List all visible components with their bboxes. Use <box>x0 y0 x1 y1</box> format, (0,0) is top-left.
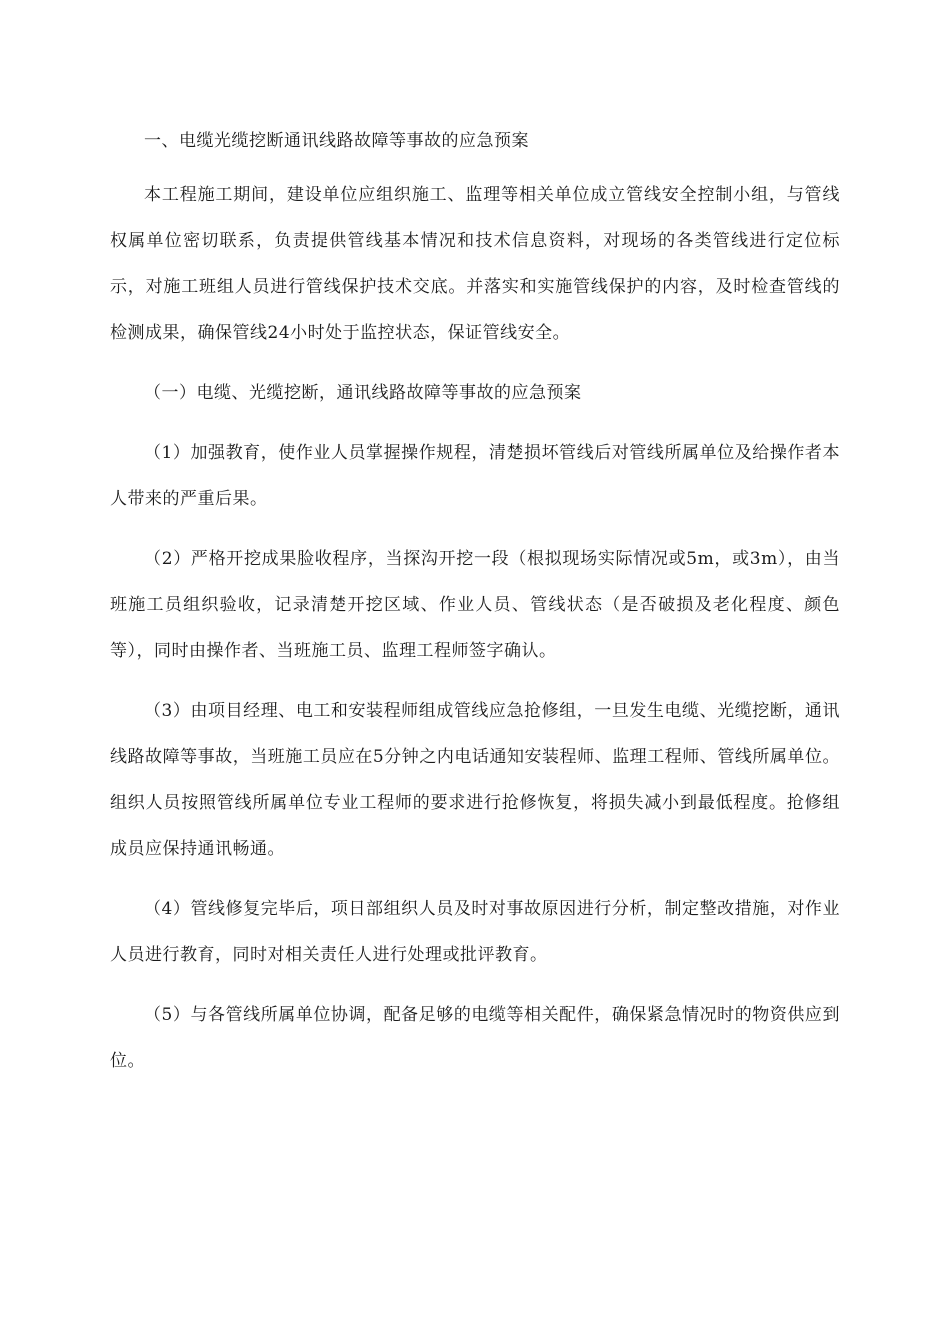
paragraph-item-1: （1）加强教育，使作业人员掌握操作规程，清楚损坏管线后对管线所属单位及给操作者本人带来的严重后果。 <box>110 443 840 509</box>
document-body <box>110 118 840 1098</box>
paragraph-item-3: （3）由项目经理、电工和安装程师组成管线应急抢修组，一旦发生电缆、光缆挖断，通讯线路故障等事故，当班施工员应在5分钟之内电话通知安装程师、监理工程师、管线所属单位。组织人员按照管线所属单位专业工程师的要求进行抢修恢复，将损失减小到最低程度。抢修组成员应保持通讯畅通。 <box>110 701 840 859</box>
paragraph-intro: 本工程施工期间，建设单位应组织施工、监理等相关单位成立管线安全控制小组，与管线权属单位密切联系，负责提供管线基本情况和技术信息资料，对现场的各类管线进行定位标示，对施工班组人员进行管线保护技术交底。并落实和实施管线保护的内容，及时检查管线的检测成果，确保管线24小时处于监控状态，保证管线安全。 <box>110 185 840 343</box>
paragraph-item-5: （5）与各管线所属单位协调，配备足够的电缆等相关配件，确保紧急情况时的物资供应到位。 <box>110 1005 840 1071</box>
subsection-heading: （一）电缆、光缆挖断，通讯线路故障等事故的应急预案 <box>144 383 582 403</box>
paragraph-item-4: （4）管线修复完毕后，项日部组织人员及时对事故原因进行分析，制定整改措施，对作业人员进行教育，同时对相关责任人进行处理或批评教育。 <box>110 899 840 965</box>
paragraph-item-2: （2）严格开挖成果脸收程序，当探沟开挖一段（根拟现场实际情况或5m，或3m），由当班施工员组织验收，记录清楚开挖区域、作业人员、管线状态（是否破损及老化程度、颜色等），同时由操作者、当班施工员、监理工程师签字确认。 <box>110 549 840 661</box>
section-heading: 一、电缆光缆挖断通讯线路故障等事故的应急预案 <box>144 131 529 151</box>
